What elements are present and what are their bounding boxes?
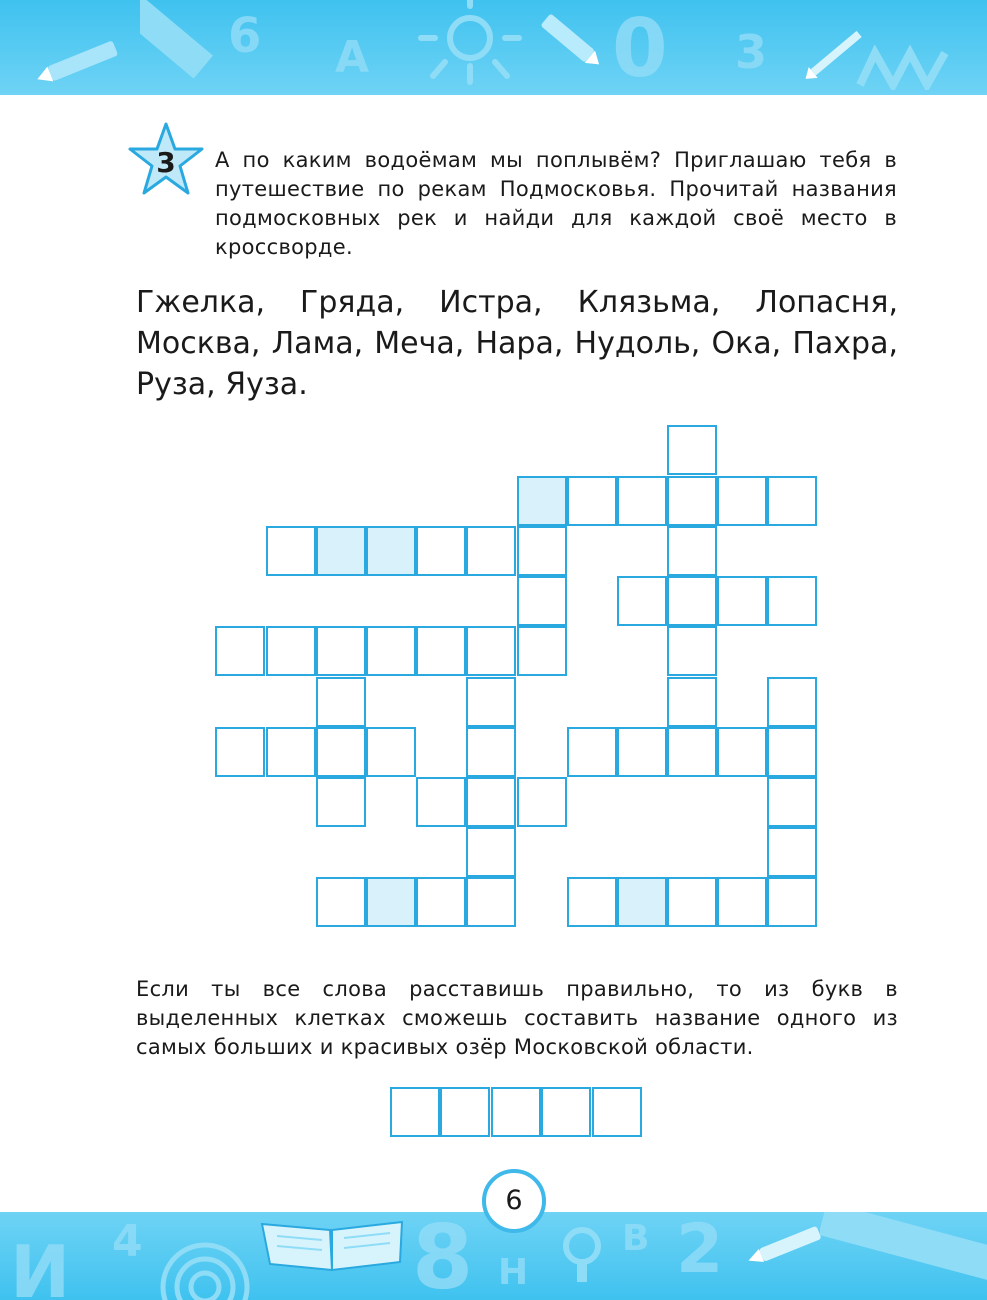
- task-instruction: А по каким водоёмам мы поплывём? Приглашаю тебя в путешествие по рекам Подмосковья. Прочитай названия подмосковных рек и найди для каждой своё место в кроссворде.: [215, 148, 897, 259]
- crossword-cell[interactable]: [517, 777, 567, 827]
- crossword-cell[interactable]: [667, 425, 717, 475]
- decorative-letter-a: A: [335, 32, 370, 83]
- crossword-cell[interactable]: [316, 727, 366, 777]
- task-number-star-icon: [128, 122, 204, 198]
- crossword-cell[interactable]: [667, 576, 717, 626]
- crossword-cell[interactable]: [416, 877, 466, 927]
- task-number: 3: [156, 146, 176, 179]
- crossword-cell[interactable]: [767, 827, 817, 877]
- top-decorative-band: [0, 0, 987, 95]
- crossword-cell[interactable]: [266, 626, 316, 676]
- crossword-cell-highlighted[interactable]: [517, 476, 567, 526]
- crossword-cell[interactable]: [466, 626, 516, 676]
- crossword-cell[interactable]: [466, 727, 516, 777]
- crossword-cell[interactable]: [617, 476, 667, 526]
- decorative-digit-four: 4: [112, 1216, 143, 1267]
- page-number: 6: [482, 1169, 546, 1233]
- crossword-cell[interactable]: [466, 827, 516, 877]
- decorative-digit-six: 6: [228, 8, 262, 64]
- decorative-letter-i: И: [10, 1230, 71, 1300]
- pencil-icon: [30, 40, 130, 85]
- sun-icon: [415, 0, 525, 90]
- answer-cell[interactable]: [541, 1087, 591, 1137]
- answer-cell[interactable]: [390, 1087, 440, 1137]
- crossword-cell[interactable]: [366, 626, 416, 676]
- crossword-cell-highlighted[interactable]: [316, 526, 366, 576]
- bell-icon: [555, 1224, 610, 1294]
- crossword-cell[interactable]: [266, 526, 316, 576]
- decorative-digit-three: 3: [735, 25, 768, 79]
- open-book-icon: [252, 1214, 412, 1274]
- crossword-cell[interactable]: [366, 727, 416, 777]
- crossword-cell[interactable]: [717, 727, 767, 777]
- crossword-cell[interactable]: [316, 677, 366, 727]
- ruler-icon: [140, 0, 240, 80]
- crossword-cell[interactable]: [617, 727, 667, 777]
- river-list: Гжелка, Гряда, Истра, Клязьма, Лопасня, Москва, Лама, Меча, Нара, Нудоль, Ока, Пахра, Руза, Яуза.: [136, 285, 898, 402]
- crossword-cell[interactable]: [767, 877, 817, 927]
- crossword-cell-highlighted[interactable]: [617, 877, 667, 927]
- crossword-cell[interactable]: [316, 777, 366, 827]
- crossword-cell[interactable]: [767, 727, 817, 777]
- pencil-icon-3: [740, 1222, 830, 1272]
- crossword-cell[interactable]: [667, 626, 717, 676]
- crossword-cell[interactable]: [667, 677, 717, 727]
- crossword-cell[interactable]: [567, 877, 617, 927]
- answer-cell[interactable]: [491, 1087, 541, 1137]
- crossword-cell[interactable]: [767, 777, 817, 827]
- crossword-cell[interactable]: [215, 727, 265, 777]
- crossword-cell[interactable]: [517, 626, 567, 676]
- crossword-cell-highlighted[interactable]: [366, 526, 416, 576]
- crossword-cell[interactable]: [266, 727, 316, 777]
- answer-cell[interactable]: [440, 1087, 490, 1137]
- crossword-cell[interactable]: [466, 677, 516, 727]
- crossword-cell[interactable]: [316, 626, 366, 676]
- decorative-digit-zero: 0: [612, 2, 668, 95]
- crossword-cell[interactable]: [416, 777, 466, 827]
- spiral-icon: [160, 1232, 250, 1300]
- crossword-cell[interactable]: [316, 877, 366, 927]
- crossword-cell[interactable]: [215, 626, 265, 676]
- decorative-letter-v: В: [622, 1218, 650, 1259]
- crossword-cell[interactable]: [517, 526, 567, 576]
- ruler-icon-2: [820, 1212, 987, 1300]
- crossword-cell[interactable]: [767, 476, 817, 526]
- crossword-cell[interactable]: [667, 526, 717, 576]
- crossword-cell[interactable]: [617, 576, 667, 626]
- decorative-digit-eight: 8: [412, 1212, 474, 1300]
- crossword-cell[interactable]: [416, 526, 466, 576]
- decorative-digit-two: 2: [676, 1212, 724, 1289]
- crossword-cell[interactable]: [466, 777, 516, 827]
- crossword-cell[interactable]: [517, 576, 567, 626]
- crossword-cell[interactable]: [767, 576, 817, 626]
- zigzag-icon: [855, 45, 955, 90]
- crossword-cell[interactable]: [717, 576, 767, 626]
- crossword-cell[interactable]: [717, 877, 767, 927]
- crossword-cell[interactable]: [567, 727, 617, 777]
- crossword-cell-highlighted[interactable]: [366, 877, 416, 927]
- crossword-cell[interactable]: [667, 476, 717, 526]
- crossword-cell[interactable]: [717, 476, 767, 526]
- crossword-cell[interactable]: [767, 677, 817, 727]
- crossword-cell[interactable]: [667, 727, 717, 777]
- decorative-letter-n: Н: [498, 1252, 529, 1293]
- answer-cell[interactable]: [592, 1087, 642, 1137]
- lake-instruction: Если ты все слова расставишь правильно, то из букв в выделенных клетках сможешь составить название одного из самых больших и красивых озёр Московской области.: [136, 977, 898, 1059]
- crossword-cell[interactable]: [466, 877, 516, 927]
- crossword-cell[interactable]: [466, 526, 516, 576]
- crossword-cell[interactable]: [567, 476, 617, 526]
- crossword-cell[interactable]: [667, 877, 717, 927]
- pencil-icon-2: [530, 5, 610, 75]
- crossword-cell[interactable]: [416, 626, 466, 676]
